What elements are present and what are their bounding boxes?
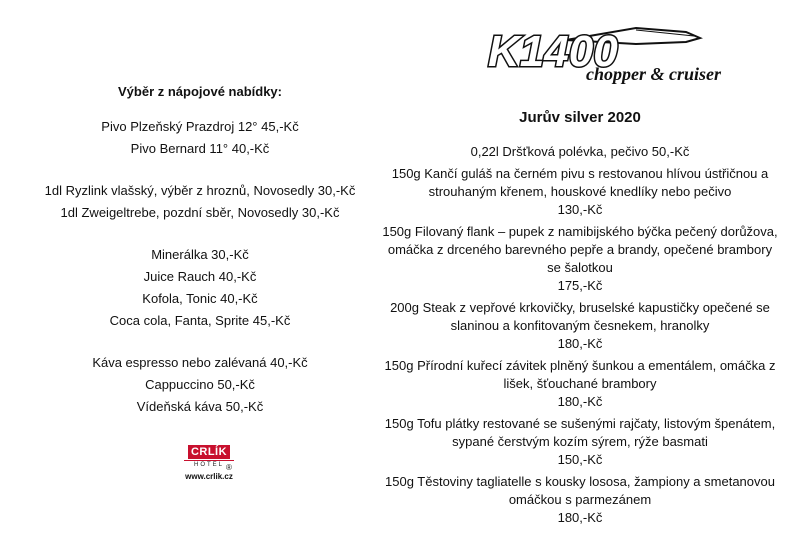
k1400-logo-graphic xyxy=(486,20,721,90)
dish-price: 175,-Kč xyxy=(557,278,603,293)
dish-price: 180,-Kč xyxy=(557,336,603,351)
drink-item: Juice Rauch 40,-Kč xyxy=(143,269,257,284)
drinks-section xyxy=(0,82,400,438)
registered-mark: ® xyxy=(226,463,232,472)
dish-text: 150g Kančí guláš na černém pivu s restovanou hlívou ústřičnou a strouhaným křenem, houskové knedlíky nebo pečivo xyxy=(391,166,769,199)
drink-item: 1dl Ryzlink vlašský, výběr z hroznů, Novosedly 30,-Kč xyxy=(44,183,356,198)
dish-item xyxy=(380,357,780,411)
menu-title: Jurův silver 2020 xyxy=(519,109,641,126)
hotel-logo xyxy=(178,443,240,481)
dish-item xyxy=(380,165,780,219)
dish-text: 150g Těstoviny tagliatelle s kousky lososa, žampiony a smetanovou omáčkou s parmezánem xyxy=(385,474,775,507)
dish-price: 130,-Kč xyxy=(557,202,603,217)
drink-item: Pivo Bernard 11° 40,-Kč xyxy=(130,141,270,156)
hotel-logo-name: CRLÍK xyxy=(188,445,230,459)
coffee-group xyxy=(0,352,400,418)
dish-price: 150,-Kč xyxy=(557,452,603,467)
wine-group xyxy=(0,180,400,224)
drink-item: Coca cola, Fanta, Sprite 45,-Kč xyxy=(109,313,291,328)
dish-item xyxy=(380,223,780,295)
dish-item xyxy=(380,473,780,527)
dish-text: 150g Filovaný flank – pupek z namibijského býčka pečený dorůžova, omáčka z drceného barevného pepře a brandy, opečené brambory se šalotkou xyxy=(382,224,778,275)
hotel-website: www.crlik.cz xyxy=(185,472,233,481)
drink-item: Cappuccino 50,-Kč xyxy=(145,377,255,392)
drink-item: Minerálka 30,-Kč xyxy=(151,247,249,262)
drink-item: Kofola, Tonic 40,-Kč xyxy=(142,291,258,306)
dish-list xyxy=(380,143,780,531)
drink-item: Káva espresso nebo zalévaná 40,-Kč xyxy=(92,355,308,370)
hotel-logo-sub: HOTEL xyxy=(184,460,234,469)
beer-group xyxy=(0,116,400,160)
soft-drinks-group xyxy=(0,244,400,332)
drink-item: Pivo Plzeňský Prazdroj 12° 45,-Kč xyxy=(101,119,299,134)
logo-tagline: chopper & cruiser xyxy=(586,64,721,84)
dish-text: 0,22l Dršťková polévka, pečivo 50,-Kč xyxy=(470,144,690,159)
drinks-heading: Výběr z nápojové nabídky: xyxy=(118,84,282,99)
dish-item xyxy=(380,143,780,161)
drink-item: Vídeňská káva 50,-Kč xyxy=(136,399,264,414)
dish-item xyxy=(380,415,780,469)
dish-item xyxy=(380,299,780,353)
dish-text: 150g Přírodní kuřecí závitek plněný šunkou a ementálem, omáčka z lišek, šťouchané brambory xyxy=(384,358,776,391)
dish-price: 180,-Kč xyxy=(557,510,603,525)
dish-price: 180,-Kč xyxy=(557,394,603,409)
dish-text: 150g Tofu plátky restované se sušenými rajčaty, listovým špenátem, sypané čerstvým kozím sýrem, rýže basmati xyxy=(384,416,776,449)
logo-number: K1400 xyxy=(488,27,618,76)
dish-text: 200g Steak z vepřové krkovičky, bruselské kapustičky opečené se slaninou a konfitovaným česnekem, hranolky xyxy=(390,300,770,333)
k1400-logo xyxy=(486,20,721,90)
drink-item: 1dl Zweigeltrebe, pozdní sběr, Novosedly 30,-Kč xyxy=(60,205,340,220)
